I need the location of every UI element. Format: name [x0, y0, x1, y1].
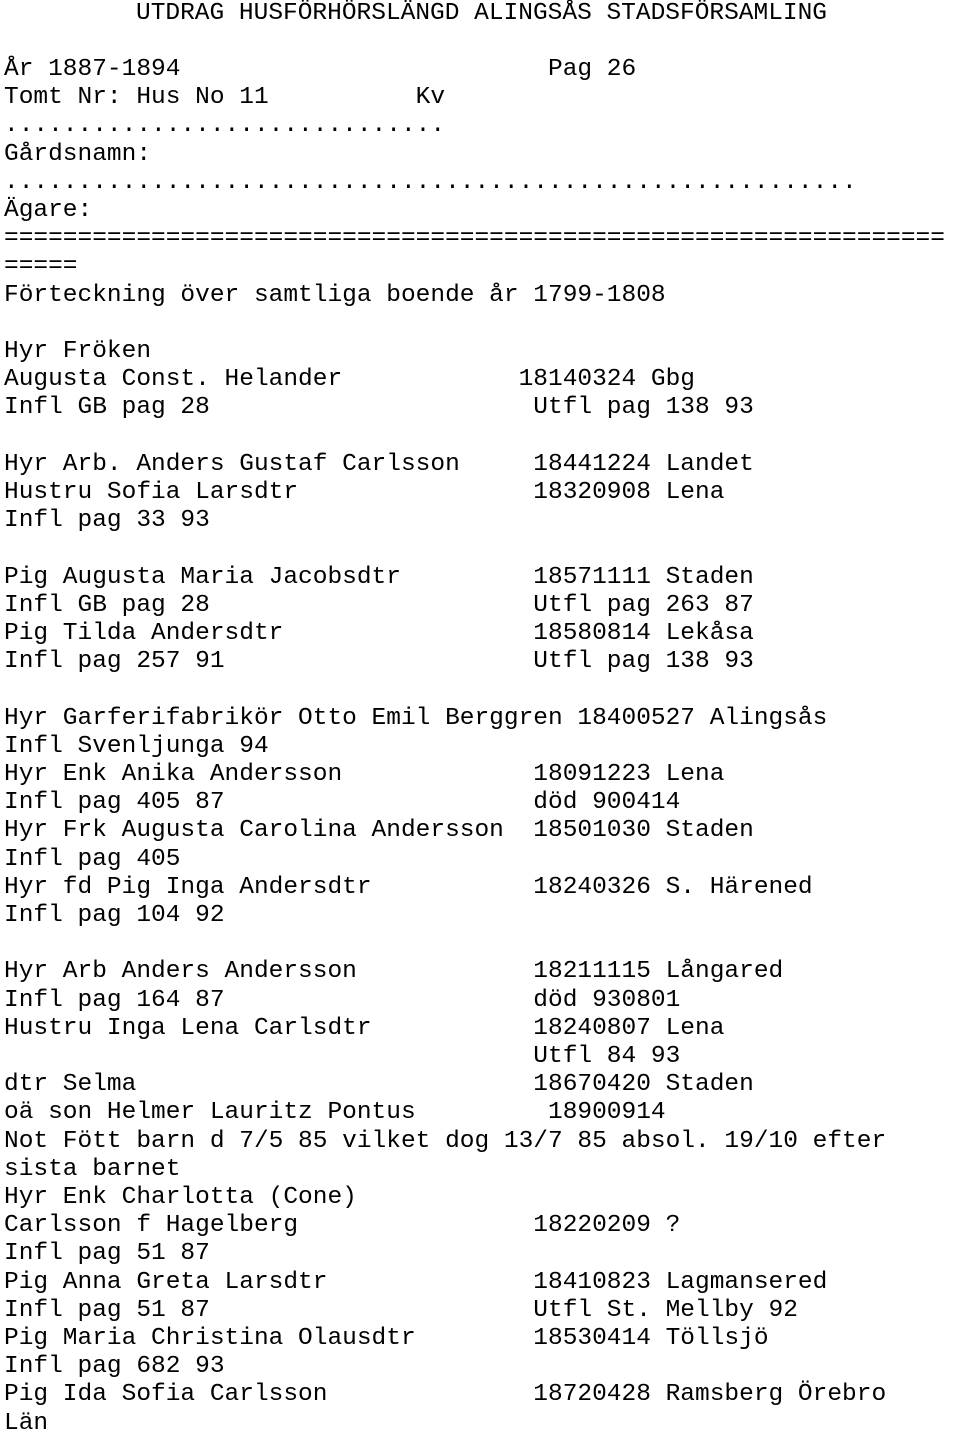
document-line: Infl GB pag 28 Utfl pag 138 93 — [4, 394, 754, 421]
document-line: oä son Helmer Lauritz Pontus 18900914 — [4, 1099, 666, 1126]
document-line: Infl pag 33 93 — [4, 507, 210, 534]
document-line: Infl pag 405 — [4, 846, 181, 873]
document-line: Infl pag 405 87 död 900414 — [4, 789, 681, 816]
document-line: ================================================================ — [4, 225, 945, 252]
document-line: Gårdsnamn: — [4, 141, 152, 168]
document-line: Hyr Frk Augusta Carolina Andersson 18501030 Staden — [4, 817, 754, 844]
document-line: ===== — [4, 253, 78, 280]
document-line: Hyr Enk Anika Andersson 18091223 Lena — [4, 761, 725, 788]
document-line: Infl pag 682 93 — [4, 1353, 225, 1380]
document-line: Carlsson f Hagelberg 18220209 ? — [4, 1212, 681, 1239]
document-line: Infl pag 104 92 — [4, 902, 225, 929]
document-line: Hyr Enk Charlotta (Cone) — [4, 1184, 357, 1211]
document-line: Pig Tilda Andersdtr 18580814 Lekåsa — [4, 620, 754, 647]
document-line: Hustru Inga Lena Carlsdtr 18240807 Lena — [4, 1015, 725, 1042]
document-line: Pig Augusta Maria Jacobsdtr 18571111 Staden — [4, 564, 754, 591]
document-line: Augusta Const. Helander 18140324 Gbg — [4, 366, 696, 393]
document-line: Utfl 84 93 — [4, 1043, 681, 1070]
document-line: dtr Selma 18670420 Staden — [4, 1071, 754, 1098]
document-line: Ägare: — [4, 197, 93, 224]
document-line: Pig Ida Sofia Carlsson 18720428 Ramsberg Örebro — [4, 1381, 887, 1408]
document-line: Infl pag 257 91 Utfl pag 138 93 — [4, 648, 754, 675]
document-line: .............................. — [4, 112, 446, 139]
document-line: Hyr Arb Anders Andersson 18211115 Långared — [4, 958, 784, 985]
document-line: Län — [4, 1410, 49, 1437]
document-line: Hustru Sofia Larsdtr 18320908 Lena — [4, 479, 725, 506]
document-line: Hyr Arb. Anders Gustaf Carlsson 18441224 Landet — [4, 451, 754, 478]
document-line: Not Fött barn d 7/5 85 vilket dog 13/7 85 absol. 19/10 efter — [4, 1128, 887, 1155]
document-line: Infl pag 51 87 — [4, 1240, 210, 1267]
document-line: Infl GB pag 28 Utfl pag 263 87 — [4, 592, 754, 619]
document-line: Infl Svenljunga 94 — [4, 733, 269, 760]
document-line: Hyr Fröken — [4, 338, 152, 365]
document-line: Pig Anna Greta Larsdtr 18410823 Lagmansered — [4, 1269, 828, 1296]
document-title: UTDRAG HUSFÖRHÖRSLÄNGD ALINGSÅS STADSFÖRSAMLING — [136, 0, 828, 27]
document-line: sista barnet — [4, 1156, 181, 1183]
document-line: Infl pag 51 87 Utfl St. Mellby 92 — [4, 1297, 798, 1324]
document-line: Tomt Nr: Hus No 11 Kv — [4, 84, 446, 111]
document-line: Hyr fd Pig Inga Andersdtr 18240326 S. Härened — [4, 874, 813, 901]
document-line: Hyr Garferifabrikör Otto Emil Berggren 18400527 Alingsås — [4, 705, 828, 732]
document-line: .......................................................... — [4, 169, 857, 196]
document-line: Infl pag 164 87 död 930801 — [4, 987, 681, 1014]
document-line: Förteckning över samtliga boende år 1799-1808 — [4, 282, 666, 309]
document-line: År 1887-1894 Pag 26 — [4, 56, 637, 83]
document-line: Pig Maria Christina Olausdtr 18530414 Töllsjö — [4, 1325, 769, 1352]
